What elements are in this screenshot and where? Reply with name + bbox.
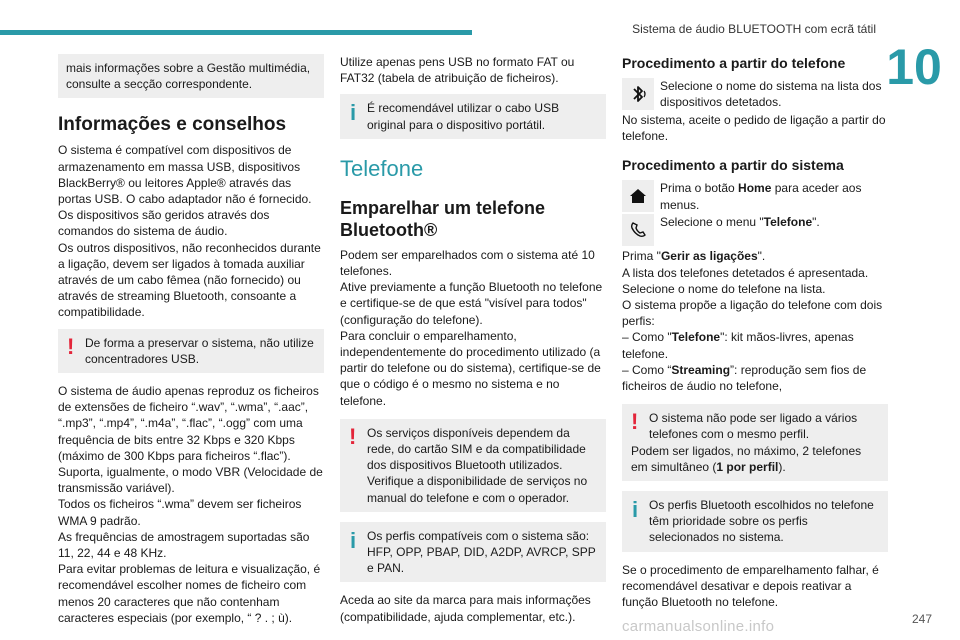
note-text: mais informações sobre a Gestão multimédia, consulte a secção correspondente. xyxy=(66,61,311,92)
warning-box xyxy=(58,329,324,373)
warning-text: O sistema não pode ser ligado a vários telefones com o mesmo perfil. xyxy=(649,411,858,442)
step-text: Selecione o nome do sistema na lista dos dispositivos detetados. xyxy=(660,79,882,110)
warning-text: De forma a preservar o sistema, não utilize concentradores USB. xyxy=(85,335,314,366)
section-title: Telefone xyxy=(340,155,424,181)
section-heading: Informações e conselhos xyxy=(58,114,287,136)
header-bar xyxy=(0,30,472,35)
phone-step xyxy=(622,214,888,248)
warning-icon: ! xyxy=(349,423,357,449)
info-text: Os perfis Bluetooth escolhidos no telefone têm prioridade sobre os perfis selecionados no sistema. xyxy=(649,498,874,545)
paragraph: Ative previamente a função Bluetooth no telefone e certifique-se de que está "visível para todos" (configuração do telefone). xyxy=(340,280,603,327)
paragraph: Todos os ficheiros “.wma” devem ser ficheiros WMA 9 padrão. xyxy=(58,497,302,528)
info-icon: i xyxy=(350,100,357,126)
paragraph: Prima "Gerir as ligações". xyxy=(622,249,766,264)
paragraph: Suporta, igualmente, o modo VBR (Velocidade de transmissão variável). xyxy=(58,465,323,496)
warning-icon: ! xyxy=(67,333,75,359)
warning-text: Podem ser ligados, no máximo, 2 telefones em simultâneo (1 por perfil). xyxy=(631,443,862,474)
paragraph: Aceda ao site da marca para mais informações (compatibilidade, ajuda complementar, etc.). xyxy=(340,593,591,624)
info-icon: i xyxy=(632,497,639,523)
paragraph: O sistema de áudio apenas reproduz os ficheiros de extensões de ficheiro “.wav”, “.wma”, “.aac”, “.mp3”, “.mp4”, “.m4a”, “.flac”, “.ogg” com uma frequência de bits entre 32 Kbps e 320 Kbps (máximo de 300 Kbps para ficheiros “.flac”). xyxy=(58,384,319,463)
info-text: É recomendável utilizar o cabo USB original para o dispositivo portátil. xyxy=(367,101,560,132)
subheading: Procedimento a partir do sistema xyxy=(622,157,844,174)
phone-icon xyxy=(622,214,654,246)
paragraph: Podem ser emparelhados com o sistema até 10 telefones. xyxy=(340,247,595,279)
bluetooth-step xyxy=(622,78,888,112)
column-2 xyxy=(340,54,606,625)
step-text: Prima o botão Home para aceder aos menus. xyxy=(660,181,862,212)
warning-box xyxy=(340,419,606,512)
chapter-number: 10 xyxy=(886,39,942,95)
paragraph: O sistema é compatível com dispositivos de armazenamento em massa USB, dispositivos BlackBerry® ou leitores Apple® através das portas USB. O cabo adaptador não é fornecido. xyxy=(58,143,312,207)
info-box xyxy=(622,491,888,552)
warning-text: Os serviços disponíveis dependem da rede, do cartão SIM e da compatibilidade dos dispositivos Bluetooth utilizados. Verifique a disponibilidade de serviços no manual do telefone e com o operador. xyxy=(367,425,588,505)
home-step xyxy=(622,180,888,214)
paragraph: Utilize apenas pens USB no formato FAT ou FAT32 (tabela de atribuição de ficheiros). xyxy=(340,55,575,86)
paragraph: Se o procedimento de emparelhamento falhar, é recomendável desativar e depois reativar a função Bluetooth no telefone. xyxy=(622,562,879,610)
paragraph: Para concluir o emparelhamento, independentemente do procedimento utilizado (a partir do telefone ou do sistema), certifique-se de que o código é o mesmo no sistema e no telefone. xyxy=(340,328,601,408)
paragraph: A lista dos telefones detetados é apresentada. xyxy=(622,265,869,280)
home-icon xyxy=(622,180,654,212)
list-item: – Como "Telefone": kit mãos-livres, apenas telefone. xyxy=(622,330,854,361)
paragraph: Selecione o nome do telefone na lista. xyxy=(622,281,826,296)
page-number: 247 xyxy=(911,612,932,626)
paragraph: No sistema, aceite o pedido de ligação a partir do telefone. xyxy=(622,113,886,144)
info-icon: i xyxy=(350,527,357,553)
column-3 xyxy=(622,54,888,610)
warning-icon: ! xyxy=(631,409,639,435)
paragraph: Para evitar problemas de leitura e visualização, é recomendável escolher nomes de ficheiro com menos 20 caracteres que não contenham caracteres especiais (por exemplo, “ ? . ; ù). xyxy=(58,562,321,625)
note-box xyxy=(58,54,324,98)
info-text: Os perfis compatíveis com o sistema são: HFP, OPP, PBAP, DID, A2DP, AVRCP, SPP e PAN. xyxy=(367,528,596,576)
info-box xyxy=(340,94,606,138)
list-item: – Como “Streaming”: reprodução sem fios de ficheiros de áudio no telefone, xyxy=(622,362,867,394)
watermark: carmanualsonline.info xyxy=(622,618,775,635)
bluetooth-icon xyxy=(622,78,654,110)
paragraph: Os outros dispositivos, não reconhecidos durante a ligação, devem ser ligados à tomada auxiliar através de um cabo fêmea (não fornecido) ou através de streaming Bluetooth, consoante a compatibilidade. xyxy=(58,240,321,320)
paragraph: Os dispositivos são geridos através dos comandos do sistema de áudio. xyxy=(58,208,270,239)
section-heading: Emparelhar um telefone Bluetooth® xyxy=(340,197,546,240)
column-1 xyxy=(58,54,324,626)
warning-box xyxy=(622,404,888,481)
header-title: Sistema de áudio BLUETOOTH com ecrã tátil xyxy=(632,22,876,36)
paragraph: As frequências de amostragem suportadas são 11, 22, 44 e 48 KHz. xyxy=(58,529,310,561)
step-text: Selecione o menu "Telefone". xyxy=(660,215,820,230)
info-box xyxy=(340,522,606,583)
paragraph: O sistema propõe a ligação do telefone com dois perfis: xyxy=(622,298,883,329)
subheading: Procedimento a partir do telefone xyxy=(622,55,846,71)
